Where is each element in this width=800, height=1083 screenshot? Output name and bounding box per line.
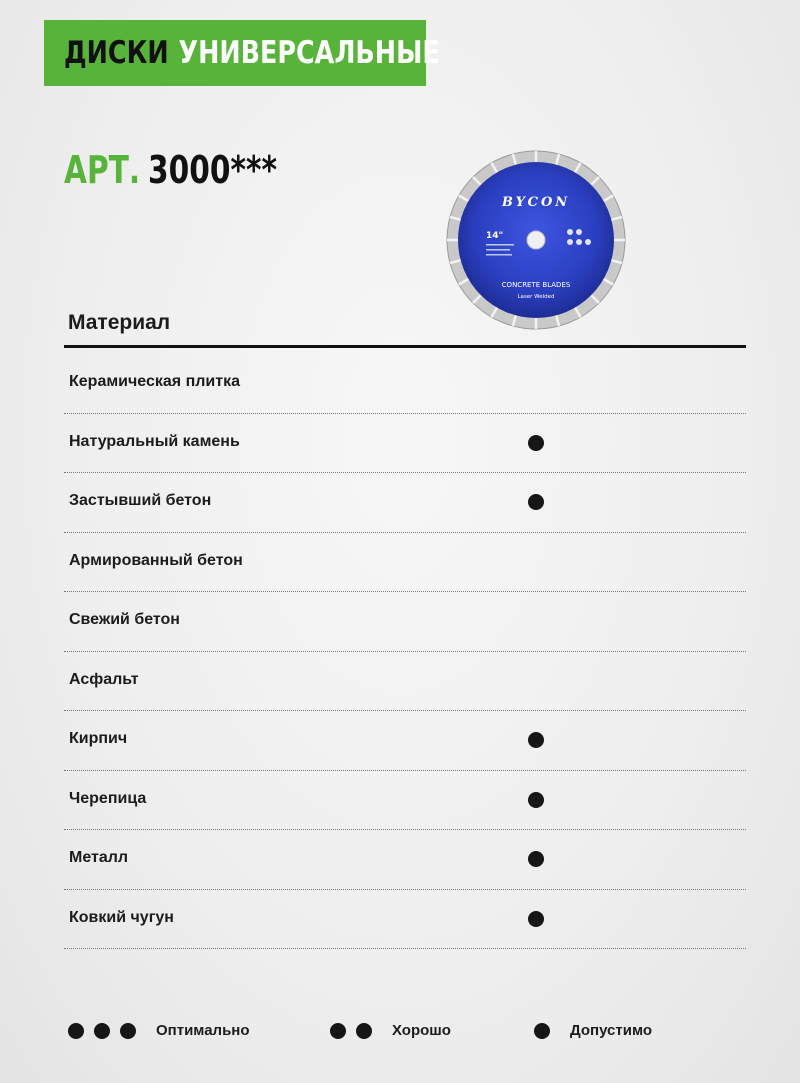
header-banner <box>44 20 440 86</box>
material-name: Керамическая плитка <box>69 373 240 390</box>
legend-item <box>68 1022 250 1039</box>
rating-dot-icon <box>528 732 544 748</box>
rating-dot-icon <box>528 851 544 867</box>
disc-brand: BYCON <box>501 195 571 210</box>
legend-dot-icon <box>534 1023 550 1039</box>
legend-dot-icon <box>330 1023 346 1039</box>
material-name: Натуральный камень <box>69 432 240 450</box>
legend-label: Хорошо <box>392 1022 451 1039</box>
disc-line-1: CONCRETE BLADES <box>501 281 571 289</box>
material-name: Армированный бетон <box>69 551 243 569</box>
legend-label: Допустимо <box>570 1022 653 1039</box>
rating-dots <box>528 732 544 748</box>
legend-dots <box>68 1023 136 1039</box>
table-row <box>64 771 746 831</box>
disc-image <box>446 150 626 330</box>
rating-dots <box>528 911 544 927</box>
material-name: Застывший бетон <box>69 492 212 509</box>
material-name: Черепица <box>69 789 147 807</box>
rating-dots <box>528 851 544 867</box>
rating-legend <box>68 1022 768 1044</box>
material-name: Асфальт <box>69 670 139 688</box>
table-row <box>64 414 746 474</box>
rating-dot-icon <box>528 792 544 808</box>
rating-dots <box>528 792 544 808</box>
legend-item <box>330 1022 451 1039</box>
table-header-divider <box>64 345 746 348</box>
legend-label: Оптимально <box>156 1022 250 1039</box>
article-prefix: АРТ. <box>64 148 141 192</box>
material-name: Металл <box>69 849 129 866</box>
table-header-material: Материал <box>68 311 171 334</box>
table-row <box>64 890 746 950</box>
diamond-blade-icon <box>446 150 626 330</box>
article-code: 3000*** <box>147 148 277 192</box>
rating-dots <box>528 435 544 451</box>
title-part-2: УНИВЕРСАЛЬНЫЕ <box>178 35 440 71</box>
legend-item <box>534 1022 652 1039</box>
material-name: Кирпич <box>69 730 128 747</box>
legend-dot-icon <box>68 1023 84 1039</box>
article-number <box>64 148 277 192</box>
table-row <box>64 652 746 712</box>
legend-dot-icon <box>94 1023 110 1039</box>
table-row <box>64 592 746 652</box>
rating-dots <box>528 494 544 510</box>
rating-dot-icon <box>528 911 544 927</box>
table-row <box>64 354 746 414</box>
table-row <box>64 473 746 533</box>
material-name: Ковкий чугун <box>69 908 174 926</box>
rating-dot-icon <box>528 494 544 510</box>
table-row <box>64 711 746 771</box>
table-row <box>64 830 746 890</box>
page-title <box>64 35 440 71</box>
legend-dots <box>330 1023 372 1039</box>
material-name: Свежий бетон <box>69 611 180 628</box>
material-table <box>64 354 746 949</box>
disc-line-2: Laser Welded <box>517 294 555 300</box>
disc-arbor-hole <box>527 231 545 249</box>
legend-dots <box>534 1023 550 1039</box>
table-row <box>64 533 746 593</box>
legend-dot-icon <box>120 1023 136 1039</box>
rating-dot-icon <box>528 435 544 451</box>
disc-size: 14" <box>486 231 504 241</box>
title-part-1: ДИСКИ <box>64 35 169 71</box>
legend-dot-icon <box>356 1023 372 1039</box>
